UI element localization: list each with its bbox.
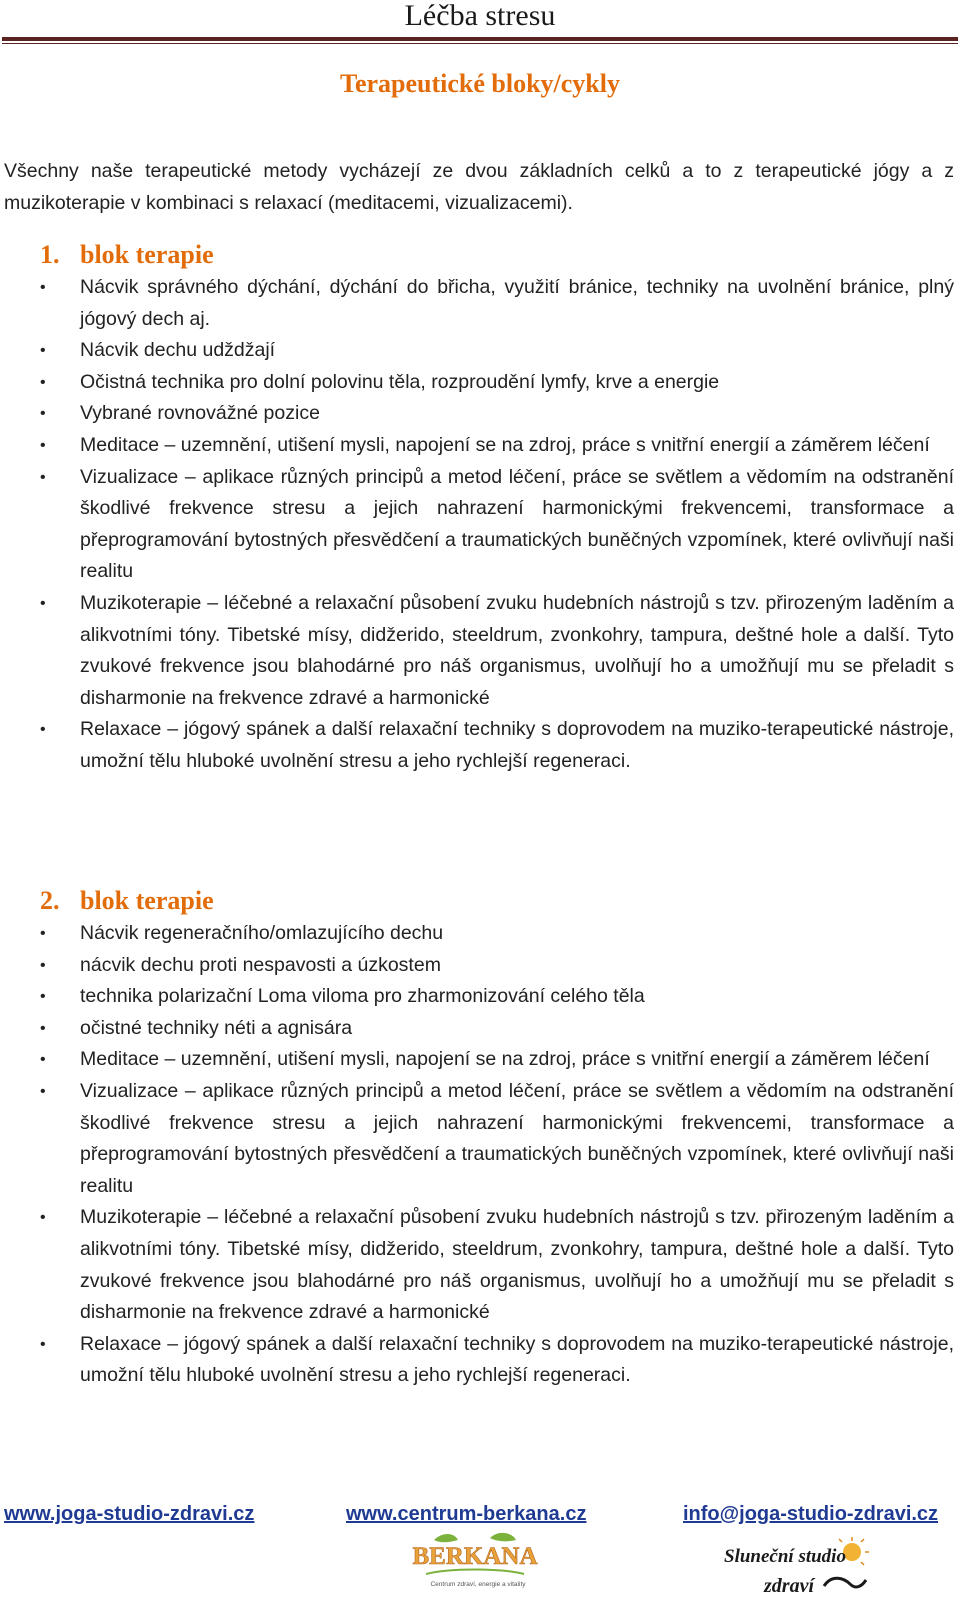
therapy-block-2 (0, 884, 960, 1392)
bullet-icon: • (40, 1082, 46, 1100)
berkana-logo-name: BERKANA (412, 1543, 538, 1570)
footer-link-berkana[interactable]: www.centrum-berkana.cz (346, 1503, 587, 1525)
block-label: blok terapie (80, 240, 214, 269)
footer-link-joga-studio[interactable]: www.joga-studio-zdravi.cz (4, 1503, 255, 1525)
block-heading (0, 884, 960, 918)
list-item: • Meditace – uzemnění, utišení mysli, napojení se na zdroj, práce s vnitřní energií a záměrem léčení (0, 1044, 960, 1076)
block-item-list (0, 918, 960, 1392)
studio-logo-line2: zdraví (764, 1575, 814, 1597)
block-number: 1. (40, 240, 60, 269)
list-item: • Meditace – uzemnění, utišení mysli, napojení se na zdroj, práce s vnitřní energií a záměrem léčení (0, 430, 960, 462)
header-rule-thin (2, 43, 958, 44)
list-item: • Muzikoterapie – léčebné a relaxační působení zvuku hudebních nástrojů s tzv. přirozeným laděním a alikvotními tóny. Tibetské mísy, didžerido, steeldrum, zvonkohry, tampura, deštné hole a další. Tyto zvukové frekvence jsou blahodárné pro náš organismus, uvolňují ho a umožňují mu se přeladit s disharmonie na frekvence zdravé a harmonické (0, 1202, 960, 1328)
list-item: • Vizualizace – aplikace různých principů a metod léčení, práce se světlem a vědomím na odstranění škodlivé frekvence stresu a jejich nahrazení harmonickými frekvencemi, transformace a přeprogramování bytostných přesvědčení a traumatických buněčných vzpomínek, které ovlivňují naši realitu (0, 1076, 960, 1202)
list-item: • Muzikoterapie – léčebné a relaxační působení zvuku hudebních nástrojů s tzv. přirozeným laděním a alikvotními tóny. Tibetské mísy, didžerido, steeldrum, zvonkohry, tampura, deštné hole a další. Tyto zvukové frekvence jsou blahodárné pro náš organismus, uvolňují ho a umožňují mu se přeladit s disharmonie na frekvence zdravé a harmonické (0, 588, 960, 714)
list-item: • Nácvik správného dýchání, dýchání do břicha, využití bránice, techniky na uvolnění bránice, plný jógový dech aj. (0, 272, 960, 335)
main-heading: Terapeutické bloky/cykly (339, 69, 620, 98)
bullet-icon: • (40, 1019, 46, 1037)
studio-zdravi-logo (720, 1534, 870, 1604)
bullet-icon: • (40, 436, 46, 454)
list-item: • Vizualizace – aplikace různých principů a metod léčení, práce se světlem a vědomím na odstranění škodlivé frekvence stresu a jejich nahrazení harmonickými frekvencemi, transformace a přeprogramování bytostných přesvědčení a traumatických buněčných vzpomínek, které ovlivňují naši realitu (0, 462, 960, 588)
berkana-logo (412, 1530, 538, 1594)
bullet-icon: • (40, 405, 46, 423)
footer-link-email[interactable]: info@joga-studio-zdravi.cz (683, 1503, 939, 1525)
list-item: • Očistná technika pro dolní polovinu těla, rozproudění lymfy, krve a energie (0, 367, 960, 399)
list-item: • technika polarizační Loma viloma pro zharmonizování celého těla (0, 981, 960, 1013)
block-number: 2. (40, 886, 60, 915)
block-label: blok terapie (80, 886, 214, 915)
bullet-icon: • (40, 988, 46, 1006)
header-rule-thick (2, 37, 958, 41)
list-item: • nácvik dechu proti nespavosti a úzkostem (0, 950, 960, 982)
berkana-logo-tagline: Centrum zdraví, energie a vitality (430, 1581, 526, 1588)
bullet-icon: • (40, 1051, 46, 1069)
intro-paragraph: Všechny naše terapeutické metody vycházejí ze dvou základních celků a to z terapeutické jógy a z muzikoterapie v kombinaci s relaxací (meditacemi, vizualizacemi). (4, 160, 954, 214)
block-item-list (0, 272, 960, 778)
bullet-icon: • (40, 342, 46, 360)
document-title: Léčba stresu (404, 0, 556, 32)
bullet-icon: • (40, 1209, 46, 1227)
bullet-icon: • (40, 721, 46, 739)
bullet-icon: • (40, 925, 46, 942)
therapy-block-1 (0, 238, 960, 778)
studio-logo-line1: Sluneční studio (724, 1546, 846, 1567)
bullet-icon: • (40, 373, 46, 391)
list-item: • Nácvik dechu udždžají (0, 335, 960, 367)
bullet-icon: • (40, 594, 46, 612)
block-heading (0, 238, 960, 272)
list-item: • Relaxace – jógový spánek a další relaxační techniky s doprovodem na muziko-terapeutické nástroje, umožní tělu hluboké uvolnění stresu a jeho rychlejší regeneraci. (0, 1329, 960, 1392)
bullet-icon: • (40, 1335, 46, 1353)
footer-links (0, 1500, 960, 1528)
list-item: • Vybrané rovnovážné pozice (0, 398, 960, 430)
list-item: • Nácvik regeneračního/omlazujícího dechu (0, 918, 960, 950)
list-item: • Relaxace – jógový spánek a další relaxační techniky s doprovodem na muziko-terapeutické nástroje, umožní tělu hluboké uvolnění stresu a jeho rychlejší regeneraci. (0, 714, 960, 777)
berkana-logo-leaf-icon (434, 1533, 516, 1542)
page-header (0, 0, 960, 44)
bullet-icon: • (40, 956, 46, 974)
list-item: • očistné techniky néti a agnisára (0, 1013, 960, 1045)
bullet-icon: • (40, 468, 46, 486)
yoga-figure-icon (824, 1578, 866, 1587)
bullet-icon: • (40, 279, 46, 296)
